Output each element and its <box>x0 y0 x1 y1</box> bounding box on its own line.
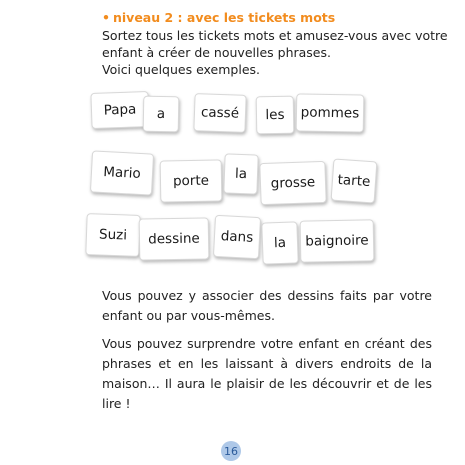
intro-text <box>102 27 448 78</box>
heading-bullet: • <box>102 10 110 25</box>
intro-line-3: Voici quelques exemples. <box>102 62 261 77</box>
word-ticket: dans <box>213 215 261 259</box>
word-ticket: la <box>261 221 298 264</box>
word-ticket: Suzi <box>85 213 140 257</box>
word-ticket: tarte <box>331 159 378 204</box>
word-ticket: Mario <box>90 150 154 195</box>
word-ticket: la <box>223 153 258 194</box>
intro-line-1: Sortez tous les tickets mots et amusez-vous avec votre <box>102 28 448 43</box>
paragraph-drawings: Vous pouvez y associer des dessins faits par votre enfant ou par vous-mêmes. <box>102 288 432 323</box>
word-ticket: grosse <box>259 161 326 205</box>
heading-text: niveau 2 : avec les tickets mots <box>113 10 336 25</box>
word-ticket: Papa <box>90 91 149 129</box>
word-ticket: porte <box>160 159 223 202</box>
word-ticket: les <box>256 96 295 135</box>
word-ticket: baignoire <box>300 219 375 262</box>
word-ticket: dessine <box>139 217 210 260</box>
paragraph-surprise: Vous pouvez surprendre votre enfant en créant des phrases et en les laissant à divers endroits de la maison… Il aura le plaisir de les découvrir et de les lire ! <box>102 336 432 411</box>
section-heading <box>102 10 335 25</box>
page-number: 16 <box>221 441 241 461</box>
word-ticket: a <box>143 96 180 133</box>
word-ticket: cassé <box>193 93 246 133</box>
intro-line-2: enfant à créer de nouvelles phrases. <box>102 45 331 60</box>
word-ticket: pommes <box>296 93 365 132</box>
